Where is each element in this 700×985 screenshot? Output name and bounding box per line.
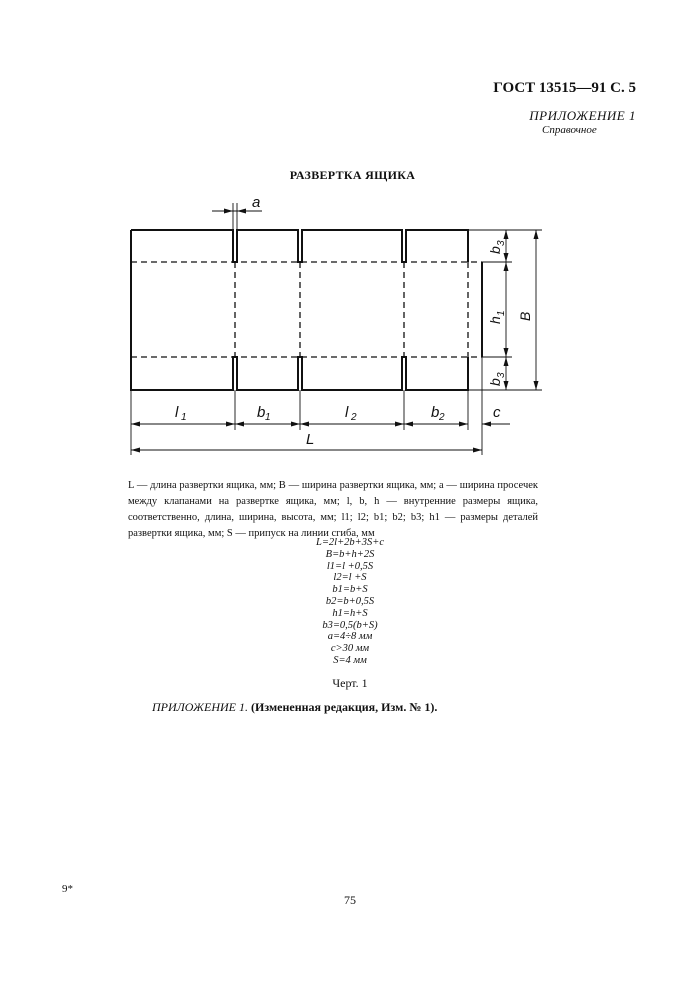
label-l2: l bbox=[345, 404, 349, 421]
formula-S: S=4 мм bbox=[333, 654, 367, 666]
label-l1: l bbox=[175, 404, 179, 421]
label-h1-sub: 1 bbox=[496, 310, 507, 316]
appendix-title: ПРИЛОЖЕНИЕ 1 bbox=[529, 108, 636, 123]
page-number: 75 bbox=[344, 893, 356, 907]
formula-b1: b1=b+S bbox=[332, 584, 368, 596]
label-a: a bbox=[252, 194, 261, 211]
formula-B: B=b+h+2S bbox=[325, 548, 375, 560]
standard-header: ГОСТ 13515—91 С. 5 bbox=[493, 80, 636, 96]
box-unfolding-drawing bbox=[0, 0, 700, 460]
label-l2-sub: 2 bbox=[351, 412, 357, 423]
label-b3-bottom: b bbox=[487, 378, 503, 386]
amendment-note bbox=[152, 700, 572, 715]
formula-c: c>30 мм bbox=[330, 643, 370, 655]
label-b1: b bbox=[257, 404, 266, 421]
appendix-type: Справочное bbox=[542, 124, 597, 136]
unfolding-outline bbox=[131, 230, 468, 390]
amendment-text: (Измененная редакция, Изм. № 1). bbox=[247, 700, 438, 714]
label-b3-top-sub: 3 bbox=[496, 240, 507, 246]
document-title: РАЗВЕРТКА ЯЩИКА bbox=[289, 168, 416, 182]
label-h1: h bbox=[487, 316, 503, 324]
legend-text bbox=[128, 478, 538, 542]
label-B: B bbox=[517, 311, 533, 321]
label-b1-sub: 1 bbox=[265, 412, 271, 423]
figure-caption: Черт. 1 bbox=[332, 676, 368, 690]
formula-list bbox=[240, 537, 460, 667]
label-c: c bbox=[493, 404, 501, 421]
formula-h1: h1=h+S bbox=[332, 607, 368, 619]
signature-mark: 9* bbox=[62, 883, 73, 895]
label-L: L bbox=[306, 431, 315, 448]
amendment-prefix: ПРИЛОЖЕНИЕ 1. bbox=[152, 700, 248, 714]
label-b2: b bbox=[431, 404, 440, 421]
label-b3-top: b bbox=[487, 246, 503, 254]
formula-a: a=4÷8 мм bbox=[327, 631, 373, 643]
formula-l1: l1=l +0,5S bbox=[326, 560, 374, 572]
formula-L: L=2l+2b+3S+c bbox=[315, 537, 384, 548]
label-b2-sub: 2 bbox=[439, 412, 445, 423]
formula-l2: l2=l +S bbox=[333, 572, 367, 584]
label-b3-bottom-sub: 3 bbox=[496, 372, 507, 378]
formula-b2: b2=b+0,5S bbox=[325, 595, 375, 607]
label-l1-sub: 1 bbox=[181, 412, 187, 423]
formula-b3: b3=0,5(b+S) bbox=[322, 619, 378, 631]
legend-paragraph: L — длина развертки ящика, мм; B — ширина развертки ящика, мм; a — ширина просечек между клапанами на развертке ящика, мм; l, b, h — внутренние размеры ящика, соответственно, длина, ширина, высота, мм; l1; l2; b1; b2; b3; h1 — размеры деталей развертки ящика, мм; S — припуск на линии сгиба, мм bbox=[128, 480, 538, 539]
